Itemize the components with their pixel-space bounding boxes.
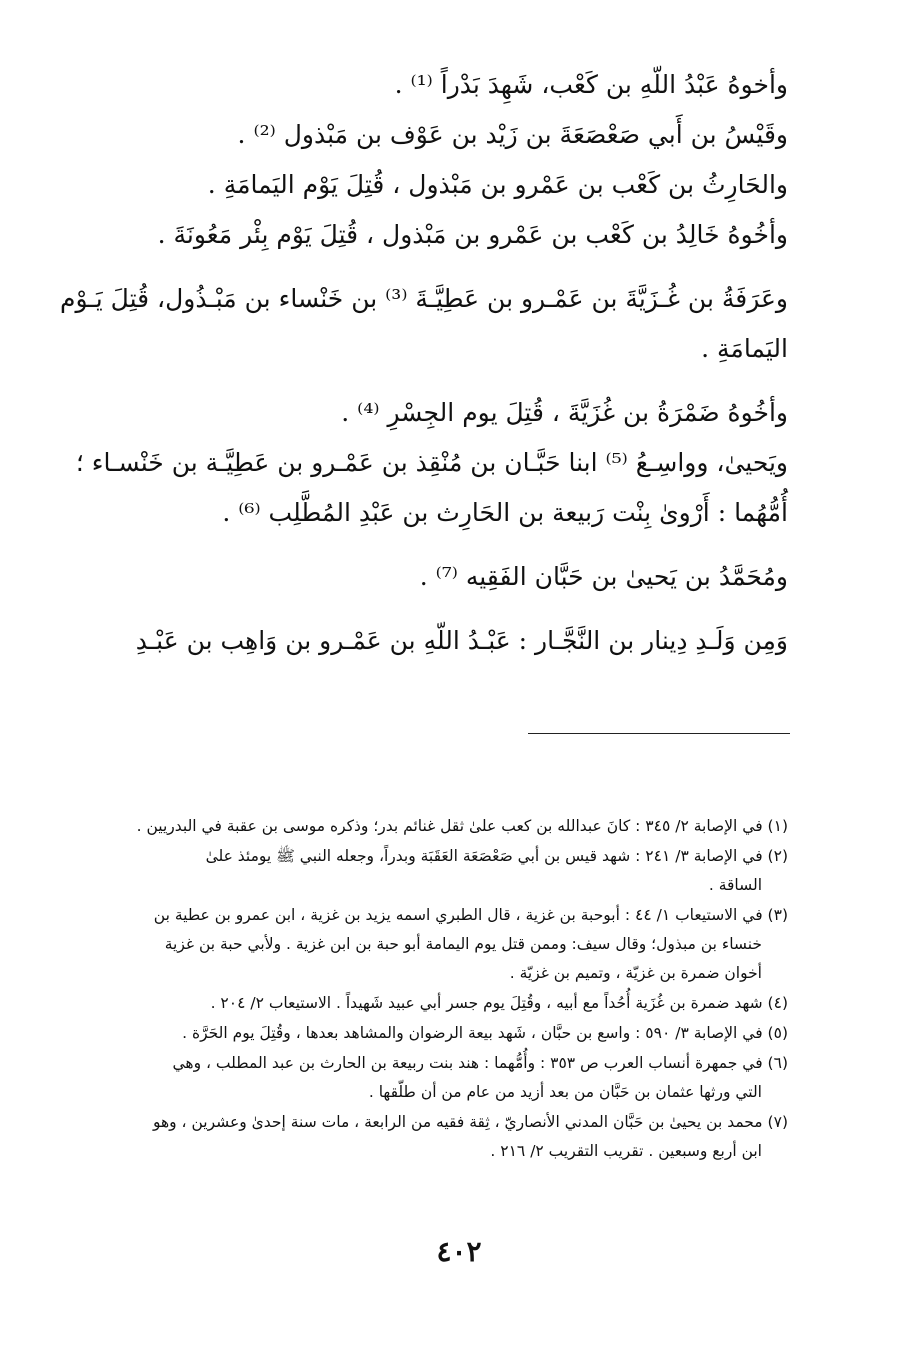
footnote-number: (٧) <box>767 1113 788 1131</box>
footnote-text: في الإصابة ٣/ ٥٩٠ : واسع بن حبَّان ، شَهد بيعة الرضوان والمشاهد بعدها ، وقُتِلَ يوم الحَرَّة . <box>182 1024 763 1042</box>
footnote-text: أخوان ضمرة بن غزيّة ، وتميم بن غزيّة . <box>509 964 762 982</box>
main-line: اليَمامَةِ . <box>701 334 788 363</box>
footnote-number: (٢) <box>767 847 788 865</box>
footnote-text: في جمهرة أنساب العرب ص ٣٥٣ : وأُمُّهما : هند بنت ربيعة بن الحارث بن عبد المطلب ، وهي <box>172 1054 763 1072</box>
footnote-4 <box>88 989 788 1018</box>
main-line: وأخُوهُ خَالِدُ بن كَعْب بن عَمْرو بن مَبْذول ، قُتِلَ يَوْم بِئْر مَعُونَةَ . <box>157 220 788 249</box>
footnote-text: شهد ضمرة بن غُزَية أُحُداً مع أبيه ، وقُتِلَ يوم جسر أبي عبيد شَهيداً . الاستيعاب ٢/ ٢٠٤ . <box>210 994 763 1012</box>
main-line: ومُحَمَّدُ بن يَحيىٰ بن حَبَّان الفَقِيه ⁽⁷⁾ . <box>419 562 788 591</box>
footnote-number: (٦) <box>767 1054 788 1072</box>
main-line: وعَرَفَةُ بن غُـزَيَّةَ بن عَمْـرو بن عَطِيَّـةَ ⁽³⁾ بن خَنْساء بن مَبْـذُول، قُتِلَ يَـوْم <box>60 284 788 313</box>
main-line: وقَيْسُ بن أَبي صَعْصَعَةَ بن زَيْد بن عَوْف بن مَبْذول ⁽²⁾ . <box>237 120 788 149</box>
footnote-separator <box>528 733 790 734</box>
footnote-text: في الاستيعاب ١/ ٤٤ : أبوحبة بن غزية ، قال الطبري اسمه يزيد بن غزية ، ابن عمرو بن عطية بن <box>153 906 763 924</box>
footnote-number: (١) <box>767 817 788 835</box>
footnote-text: ابن أربع وسبعين . تقريب التقريب ٢/ ٢١٦ . <box>490 1142 762 1160</box>
footnote-text: في الإصابة ٢/ ٣٤٥ : كانَ عبدالله بن كعب علىٰ ثقل غنائم بدر؛ وذكره موسى بن عقبة في البدريين . <box>136 817 763 835</box>
footnote-text: التي ورثها عثمان بن حَبَّان من بعد أزيد من عام من أن طلّقها . <box>368 1083 762 1101</box>
page-number: ٤٠٢ <box>436 1235 482 1268</box>
footnote-number: (٥) <box>767 1024 788 1042</box>
footnote-number: (٣) <box>767 906 788 924</box>
main-line: والحَارِثُ بن كَعْب بن عَمْرو بن مَبْذول ، قُتِلَ يَوْم اليَمامَةِ . <box>207 170 788 199</box>
main-line: وأخوهُ عَبْدُ اللّهِ بن كَعْب، شَهِدَ بَدْراً ⁽¹⁾ . <box>394 70 788 99</box>
footnote-2 <box>88 842 788 900</box>
footnote-text: محمد بن يحيىٰ بن حَبَّان المدني الأنصاريّ ، ثِقة فقيه من الرابعة ، مات سنة إحدىٰ وعشرين ، وهو <box>152 1113 763 1131</box>
footnote-5 <box>88 1019 788 1048</box>
footnotes-block <box>88 812 788 1167</box>
main-line: أُمُّهُما : أَرْوىٰ بِنْت رَبيعة بن الحَارِث بن عَبْدِ المُطَّلِب ⁽⁶⁾ . <box>222 498 788 527</box>
footnote-1 <box>88 812 788 841</box>
footnote-text: الساقة . <box>708 876 762 894</box>
footnote-7 <box>88 1108 788 1166</box>
main-line: وأخُوهُ ضَمْرَةُ بن غُزَيَّةَ ، قُتِلَ يوم الجِسْرِ ⁽⁴⁾ . <box>341 398 788 427</box>
main-text-block <box>60 60 788 666</box>
main-line: ويَحيىٰ، وواسِـعُ ⁽⁵⁾ ابنا حَبَّـان بن مُنْقِذ بن عَمْـرو بن عَطِيَّـة بن خَنْسـاء ؛ <box>75 448 788 477</box>
footnote-3 <box>88 901 788 988</box>
footnote-text: في الإصابة ٣/ ٢٤١ : شهد قيس بن أبي صَعْصَعَة العَقَبَة وبدراً، وجعله النبي ﷺ يومئذ علىٰ <box>205 847 763 865</box>
footnote-text: خنساء بن مبذول؛ وقال سيف: وممن قتل يوم اليمامة أبو حبة بن ابن غزية . ولأبي حبة بن غزية <box>164 935 762 953</box>
main-line: وَمِن وَلَـدِ دِينار بن النَّجَّـار : عَبْـدُ اللّهِ بن عَمْـرو بن وَاهِب بن عَبْـدِ <box>135 626 788 655</box>
footnote-6 <box>88 1049 788 1107</box>
footnote-number: (٤) <box>767 994 788 1012</box>
